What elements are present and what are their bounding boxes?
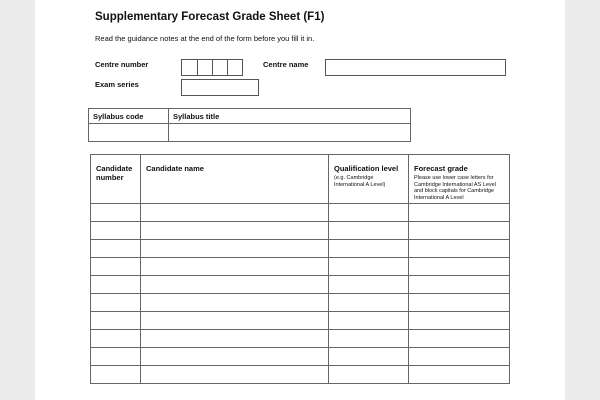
qualification-level-cell[interactable]	[329, 204, 409, 222]
candidate-row	[91, 294, 510, 312]
centre-number-digit[interactable]	[182, 60, 197, 75]
exam-series-input[interactable]	[181, 79, 259, 96]
qualification-level-cell[interactable]	[329, 222, 409, 240]
candidate-name-header-title: Candidate name	[146, 164, 204, 173]
candidate-name-cell[interactable]	[141, 312, 329, 330]
forecast-grade-cell[interactable]	[409, 204, 510, 222]
candidate-name-cell[interactable]	[141, 348, 329, 366]
qualification-level-cell[interactable]	[329, 348, 409, 366]
forecast-grade-cell[interactable]	[409, 240, 510, 258]
candidate-number-cell[interactable]	[91, 312, 141, 330]
candidate-number-cell[interactable]	[91, 258, 141, 276]
candidate-name-cell[interactable]	[141, 222, 329, 240]
candidate-number-cell[interactable]	[91, 240, 141, 258]
candidate-row	[91, 276, 510, 294]
qualification-level-cell[interactable]	[329, 366, 409, 384]
candidate-row	[91, 312, 510, 330]
candidate-name-cell[interactable]	[141, 276, 329, 294]
centre-name-input[interactable]	[325, 59, 506, 76]
qualification-level-cell[interactable]	[329, 294, 409, 312]
candidate-row	[91, 258, 510, 276]
centre-number-digit[interactable]	[197, 60, 212, 75]
candidate-row	[91, 204, 510, 222]
syllabus-title-header: Syllabus title	[169, 109, 411, 124]
forecast-grade-cell[interactable]	[409, 276, 510, 294]
candidate-name-cell[interactable]	[141, 240, 329, 258]
candidate-number-cell[interactable]	[91, 294, 141, 312]
candidate-name-cell[interactable]	[141, 366, 329, 384]
form-instruction: Read the guidance notes at the end of the form before you fill it in.	[95, 34, 315, 43]
form-page	[35, 0, 565, 400]
qualification-level-note: (e.g. Cambridge International A Level)	[334, 175, 386, 188]
forecast-grade-cell[interactable]	[409, 348, 510, 366]
centre-number-label: Centre number	[95, 60, 149, 69]
forecast-grade-cell[interactable]	[409, 258, 510, 276]
candidate-number-cell[interactable]	[91, 276, 141, 294]
qualification-level-cell[interactable]	[329, 258, 409, 276]
candidate-number-header	[91, 155, 141, 204]
syllabus-code-cell[interactable]	[89, 124, 169, 142]
candidate-row	[91, 222, 510, 240]
centre-number-digit[interactable]	[227, 60, 242, 75]
forecast-grade-cell[interactable]	[409, 330, 510, 348]
syllabus-header-row	[89, 109, 411, 124]
syllabus-row	[89, 124, 411, 142]
candidate-row	[91, 330, 510, 348]
syllabus-table	[88, 108, 411, 142]
syllabus-code-header: Syllabus code	[89, 109, 169, 124]
candidate-number-cell[interactable]	[91, 348, 141, 366]
forecast-grade-cell[interactable]	[409, 294, 510, 312]
candidate-number-cell[interactable]	[91, 330, 141, 348]
candidate-row	[91, 348, 510, 366]
syllabus-title-cell[interactable]	[169, 124, 411, 142]
form-title: Supplementary Forecast Grade Sheet (F1)	[95, 11, 325, 23]
centre-number-digit[interactable]	[212, 60, 227, 75]
candidate-name-cell[interactable]	[141, 258, 329, 276]
candidate-number-cell[interactable]	[91, 204, 141, 222]
forecast-grade-cell[interactable]	[409, 222, 510, 240]
centre-number-input[interactable]	[181, 59, 243, 76]
qualification-level-cell[interactable]	[329, 330, 409, 348]
forecast-grade-note: Please use lower case letters for Cambridge International AS Level and block capitals for Cambridge International A Level	[414, 175, 496, 201]
forecast-grade-cell[interactable]	[409, 366, 510, 384]
qualification-level-cell[interactable]	[329, 240, 409, 258]
forecast-grade-cell[interactable]	[409, 312, 510, 330]
forecast-grade-header-title: Forecast grade	[414, 164, 468, 173]
candidate-number-cell[interactable]	[91, 222, 141, 240]
forecast-grade-header	[409, 155, 510, 204]
candidate-header-row	[91, 155, 510, 204]
centre-name-label: Centre name	[263, 60, 309, 69]
candidate-row	[91, 366, 510, 384]
qualification-level-cell[interactable]	[329, 312, 409, 330]
candidate-name-cell[interactable]	[141, 294, 329, 312]
candidate-name-cell[interactable]	[141, 204, 329, 222]
candidate-row	[91, 240, 510, 258]
candidate-name-cell[interactable]	[141, 330, 329, 348]
candidate-name-header	[141, 155, 329, 204]
candidate-number-cell[interactable]	[91, 366, 141, 384]
qualification-level-header-title: Qualification level	[334, 164, 399, 173]
exam-series-label: Exam series	[95, 80, 139, 89]
candidate-table	[90, 154, 510, 384]
candidate-number-header-title: Candidate number	[96, 164, 133, 182]
qualification-level-header	[329, 155, 409, 204]
qualification-level-cell[interactable]	[329, 276, 409, 294]
